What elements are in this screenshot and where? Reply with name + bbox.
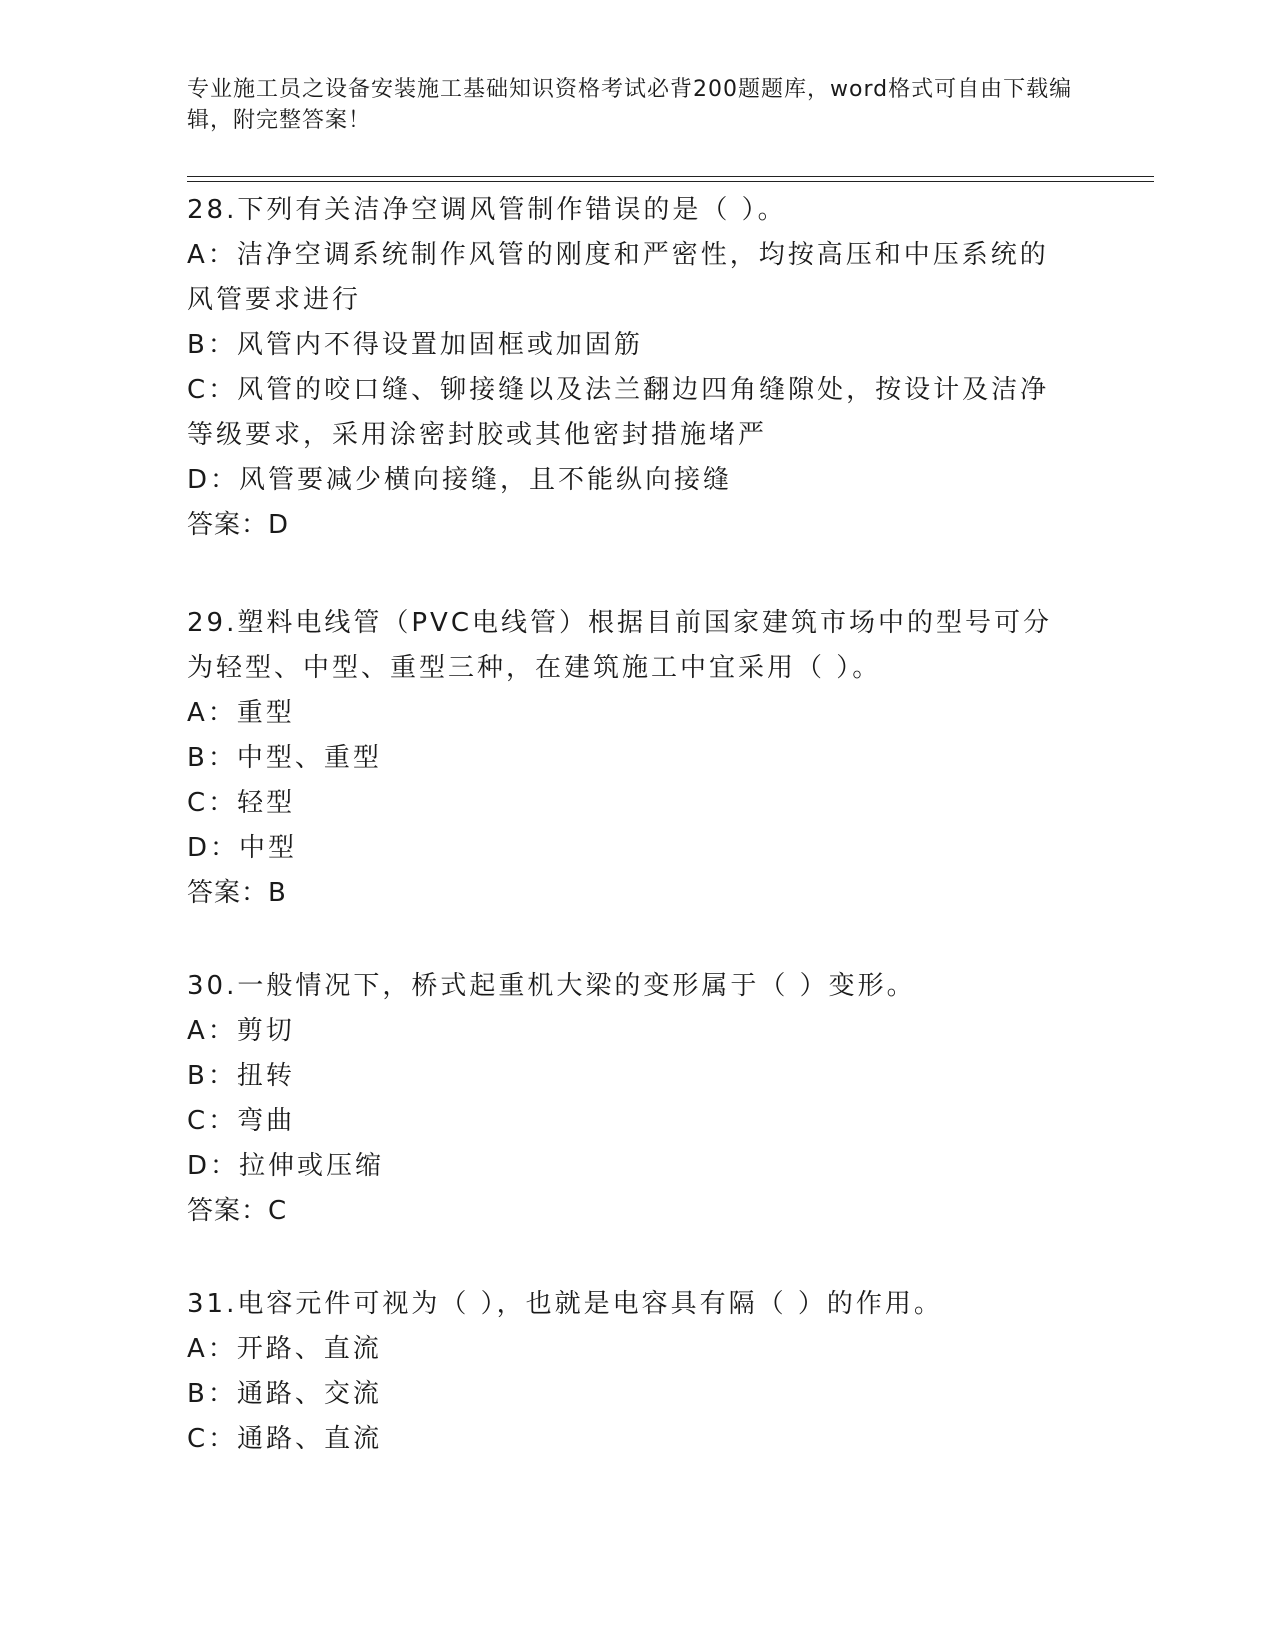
option-c: C：风管的咬口缝、铆接缝以及法兰翻边四角缝隙处，按设计及洁净等级要求，采用涂密封胶或其他密封措施堵严 [187,375,1050,450]
answer-line [187,1189,1067,1234]
answer-line [187,503,1067,548]
option-b: B：中型、重型 [187,743,382,773]
option-c: C：通路、直流 [187,1424,383,1454]
question-stem: 31.电容元件可视为（ ），也就是电容具有隔（ ）的作用。 [187,1289,943,1319]
answer-value: D [268,510,290,540]
header-divider-top [187,176,1154,177]
question-30 [187,964,1067,1234]
option-a: A：剪切 [187,1016,295,1046]
question-28 [187,188,1067,548]
answer-line [187,871,1067,916]
question-31 [187,1282,1067,1462]
question-stem: 30.一般情况下，桥式起重机大梁的变形属于（ ）变形。 [187,971,916,1001]
option-d: D：中型 [187,833,298,863]
option-d: D：拉伸或压缩 [187,1151,385,1181]
option-b: B：通路、交流 [187,1379,382,1409]
answer-label: 答案： [187,510,269,540]
answer-value: B [268,878,287,908]
header-divider-bottom [187,181,1154,182]
question-stem: 28.下列有关洁净空调风管制作错误的是（ ）。 [187,195,787,225]
option-c: C：弯曲 [187,1106,296,1136]
option-a: A：洁净空调系统制作风管的刚度和严密性，均按高压和中压系统的风管要求进行 [187,240,1049,315]
question-29 [187,601,1067,916]
option-b: B：风管内不得设置加固框或加固筋 [187,330,643,360]
answer-value: C [268,1196,288,1226]
question-stem: 29.塑料电线管（PVC电线管）根据目前国家建筑市场中的型号可分为轻型、中型、重型三种，在建筑施工中宜采用（ ）。 [187,608,1052,683]
document-header: 专业施工员之设备安装施工基础知识资格考试必背200题题库，word格式可自由下载编辑，附完整答案！ [187,77,1073,133]
option-d: D：风管要减少横向接缝，且不能纵向接缝 [187,465,733,495]
option-a: A：重型 [187,698,295,728]
answer-label: 答案： [187,1196,269,1226]
option-c: C：轻型 [187,788,296,818]
answer-label: 答案： [187,878,269,908]
option-b: B：扭转 [187,1061,295,1091]
option-a: A：开路、直流 [187,1334,382,1364]
